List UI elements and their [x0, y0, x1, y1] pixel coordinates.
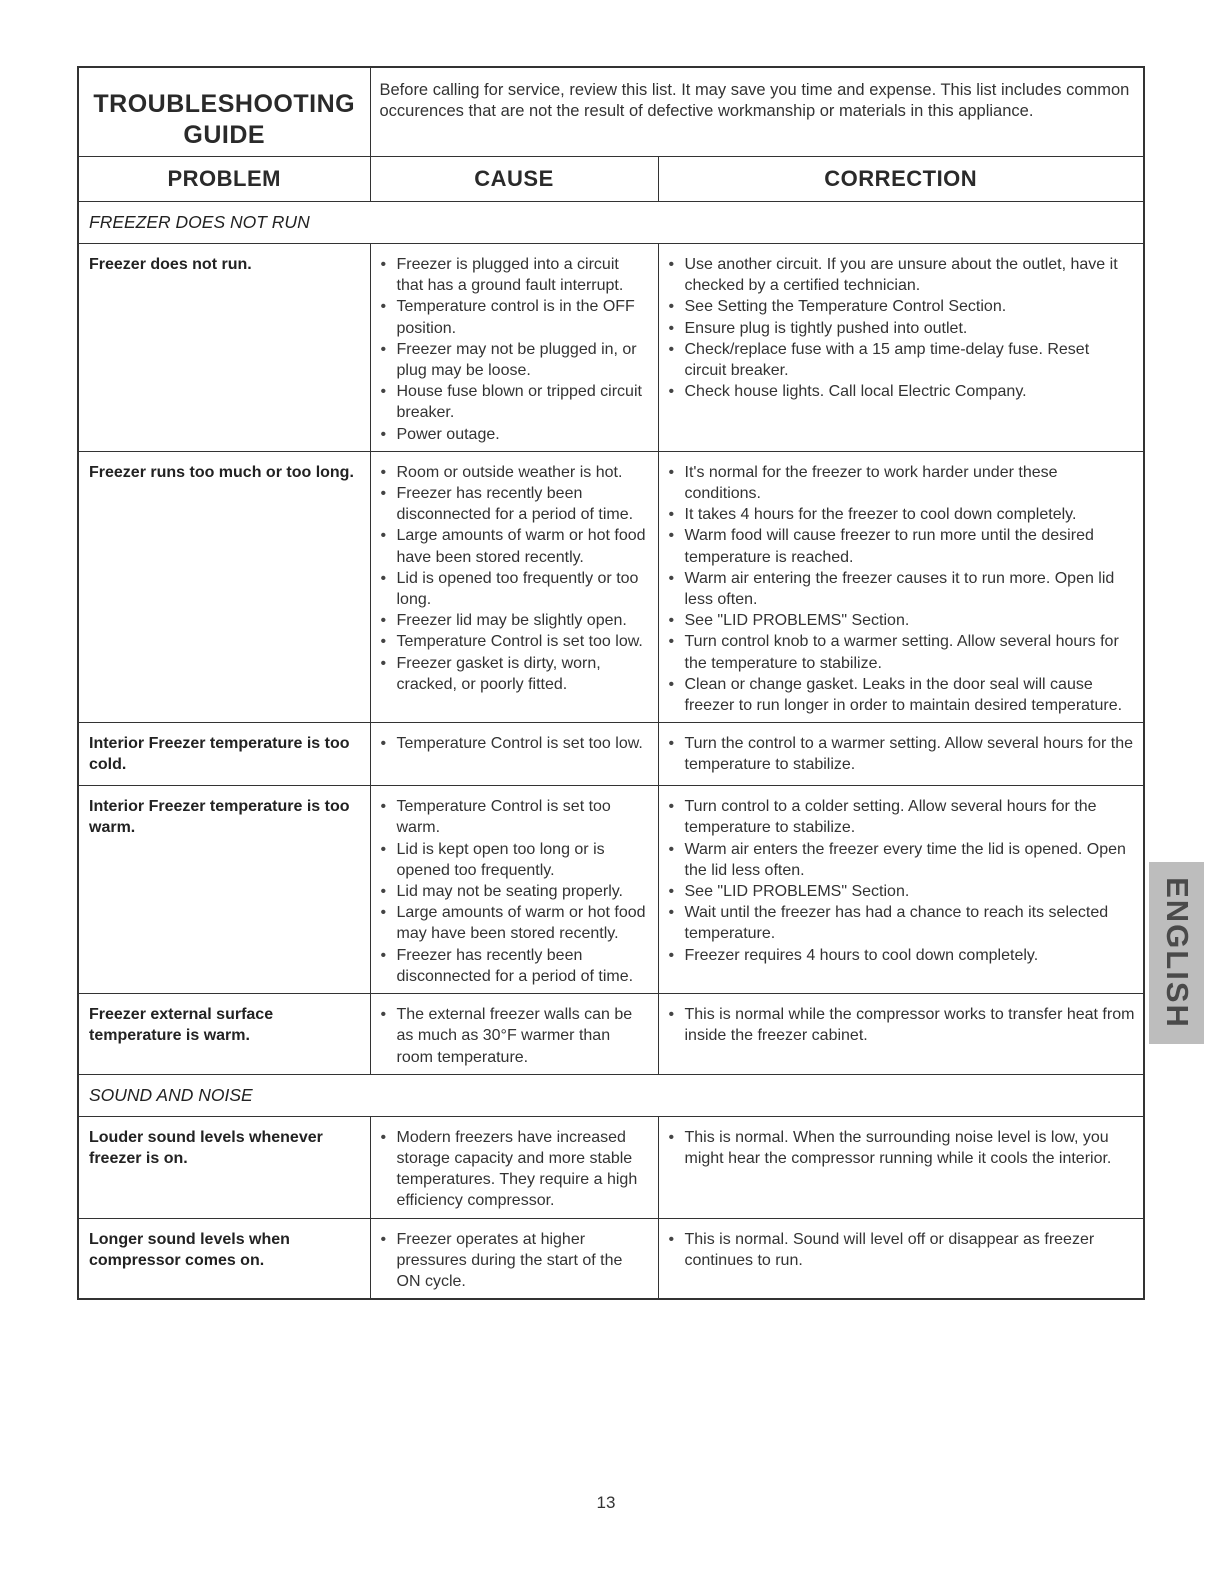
correction-item: • Turn the control to a warmer setting. Allow several hours for the temperature to stabilize. — [667, 733, 1136, 775]
cause-item: • Temperature Control is set too low. — [379, 733, 650, 754]
problem-cell: Longer sound levels when compressor comes on. — [78, 1218, 370, 1299]
troubleshooting-table — [77, 66, 1145, 1300]
correction-item: • See "LID PROBLEMS" Section. — [667, 881, 1136, 902]
correction-list — [659, 1219, 1144, 1277]
page-number: 13 — [596, 1493, 616, 1512]
correction-item: • Wait until the freezer has had a chance to reach its selected temperature. — [667, 902, 1136, 944]
correction-item: • Use another circuit. If you are unsure about the outlet, have it checked by a certified technician. — [667, 254, 1136, 296]
table-row — [78, 786, 1144, 994]
problem-cell: Interior Freezer temperature is too warm. — [78, 786, 370, 994]
table-row — [78, 451, 1144, 722]
correction-item: • Turn control to a colder setting. Allow several hours for the temperature to stabilize. — [667, 796, 1136, 838]
intro-text: Before calling for service, review this list. It may save you time and expense. This list includes common occurences that are not the result of defective workmanship or materials in this appliance. — [370, 67, 1144, 157]
cause-item: • Freezer has recently been disconnected for a period of time. — [379, 945, 650, 987]
correction-item: • Warm air enters the freezer every time the lid is opened. Open the lid less often. — [667, 839, 1136, 881]
column-header-problem: PROBLEM — [78, 157, 370, 202]
column-header-correction: CORRECTION — [658, 157, 1144, 202]
cause-cell — [370, 1116, 658, 1218]
cause-item: • House fuse blown or tripped circuit breaker. — [379, 381, 650, 423]
cause-list — [371, 244, 658, 451]
column-header-row — [78, 157, 1144, 202]
correction-item: • See Setting the Temperature Control Section. — [667, 296, 1136, 317]
correction-item: • Check house lights. Call local Electric Company. — [667, 381, 1136, 402]
correction-item: • Warm air entering the freezer causes it to run more. Open lid less often. — [667, 568, 1136, 610]
correction-cell — [658, 1116, 1144, 1218]
correction-item: • It takes 4 hours for the freezer to cool down completely. — [667, 504, 1136, 525]
correction-item: • This is normal. Sound will level off or disappear as freezer continues to run. — [667, 1229, 1136, 1271]
cause-cell — [370, 451, 658, 722]
table-row — [78, 1218, 1144, 1299]
cause-item: • Freezer operates at higher pressures during the start of the ON cycle. — [379, 1229, 650, 1293]
correction-cell — [658, 786, 1144, 994]
correction-list — [659, 723, 1144, 781]
table-row — [78, 1116, 1144, 1218]
cause-item: • Freezer has recently been disconnected for a period of time. — [379, 483, 650, 525]
cause-item: • Large amounts of warm or hot food have been stored recently. — [379, 525, 650, 567]
correction-cell — [658, 451, 1144, 722]
cause-cell — [370, 786, 658, 994]
correction-item: • Clean or change gasket. Leaks in the door seal will cause freezer to run longer in order to maintain desired temperature. — [667, 674, 1136, 716]
cause-item: • Freezer gasket is dirty, worn, cracked, or poorly fitted. — [379, 653, 650, 695]
cause-cell — [370, 994, 658, 1075]
cause-item: • Large amounts of warm or hot food may have been stored recently. — [379, 902, 650, 944]
correction-list — [659, 244, 1144, 408]
section-title: SOUND AND NOISE — [78, 1074, 1144, 1116]
cause-item: • The external freezer walls can be as much as 30°F warmer than room temperature. — [379, 1004, 650, 1068]
correction-cell — [658, 244, 1144, 452]
problem-cell: Interior Freezer temperature is too cold. — [78, 723, 370, 786]
cause-item: • Modern freezers have increased storage capacity and more stable temperatures. They require a high efficiency compressor. — [379, 1127, 650, 1212]
table-row — [78, 244, 1144, 452]
correction-item: • Check/replace fuse with a 15 amp time-delay fuse. Reset circuit breaker. — [667, 339, 1136, 381]
cause-cell — [370, 723, 658, 786]
problem-cell: Louder sound levels whenever freezer is on. — [78, 1116, 370, 1218]
correction-item: • See "LID PROBLEMS" Section. — [667, 610, 1136, 631]
correction-list — [659, 994, 1144, 1052]
cause-item: • Temperature Control is set too low. — [379, 631, 650, 652]
cause-item: • Power outage. — [379, 424, 650, 445]
cause-list — [371, 1117, 658, 1218]
correction-item: • It's normal for the freezer to work harder under these conditions. — [667, 462, 1136, 504]
cause-item: • Temperature Control is set too warm. — [379, 796, 650, 838]
correction-item: • Warm food will cause freezer to run more until the desired temperature is reached. — [667, 525, 1136, 567]
cause-item: • Room or outside weather is hot. — [379, 462, 650, 483]
cause-list — [371, 786, 658, 993]
troubleshooting-sheet — [77, 66, 1143, 1300]
cause-item: • Lid is opened too frequently or too long. — [379, 568, 650, 610]
cause-list — [371, 994, 658, 1074]
cause-list — [371, 723, 658, 760]
cause-item: • Lid may not be seating properly. — [379, 881, 650, 902]
cause-list — [371, 452, 658, 701]
cause-item: • Lid is kept open too long or is opened too frequently. — [379, 839, 650, 881]
cause-cell — [370, 1218, 658, 1299]
correction-item: • This is normal. When the surrounding noise level is low, you might hear the compressor running while it cools the interior. — [667, 1127, 1136, 1169]
cause-item: • Freezer lid may be slightly open. — [379, 610, 650, 631]
section-header-row — [78, 202, 1144, 244]
correction-item: • Freezer requires 4 hours to cool down completely. — [667, 945, 1136, 966]
correction-cell — [658, 723, 1144, 786]
column-header-cause: CAUSE — [370, 157, 658, 202]
page-title: TROUBLESHOOTING GUIDE — [93, 89, 356, 149]
section-title: FREEZER DOES NOT RUN — [78, 202, 1144, 244]
section-header-row — [78, 1074, 1144, 1116]
table-body — [78, 202, 1144, 1300]
problem-cell: Freezer runs too much or too long. — [78, 451, 370, 722]
cause-cell — [370, 244, 658, 452]
correction-cell — [658, 994, 1144, 1075]
correction-list — [659, 786, 1144, 972]
correction-item: • Ensure plug is tightly pushed into outlet. — [667, 318, 1136, 339]
problem-cell: Freezer external surface temperature is warm. — [78, 994, 370, 1075]
correction-list — [659, 1117, 1144, 1175]
correction-cell — [658, 1218, 1144, 1299]
cause-item: • Freezer is plugged into a circuit that has a ground fault interrupt. — [379, 254, 650, 296]
table-row — [78, 994, 1144, 1075]
language-tab — [1149, 862, 1204, 1044]
correction-list — [659, 452, 1144, 722]
correction-item: • This is normal while the compressor works to transfer heat from inside the freezer cabinet. — [667, 1004, 1136, 1046]
cause-item: • Temperature control is in the OFF position. — [379, 296, 650, 338]
cause-list — [371, 1219, 658, 1299]
language-tab-label: ENGLISH — [1159, 877, 1195, 1029]
cause-item: • Freezer may not be plugged in, or plug may be loose. — [379, 339, 650, 381]
problem-cell: Freezer does not run. — [78, 244, 370, 452]
correction-item: • Turn control knob to a warmer setting. Allow several hours for the temperature to stabilize. — [667, 631, 1136, 673]
title-cell — [78, 67, 370, 157]
table-row — [78, 723, 1144, 786]
